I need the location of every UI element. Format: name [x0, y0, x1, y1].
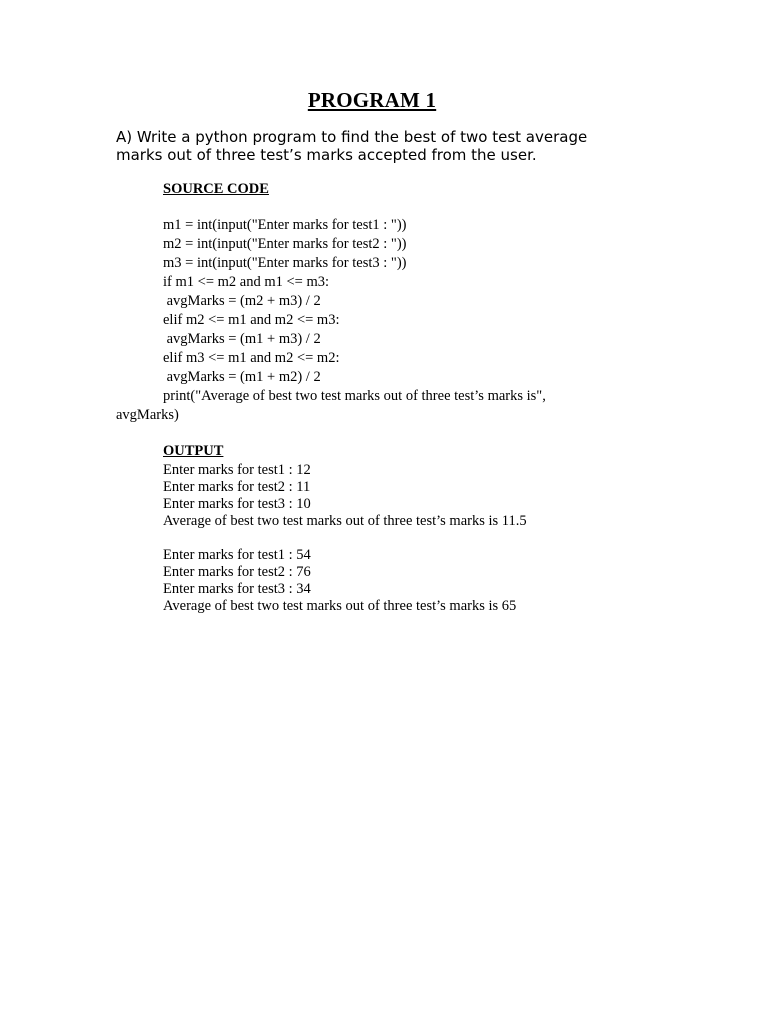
page-title: PROGRAM 1	[307, 88, 437, 112]
code-line: elif m3 <= m1 and m2 <= m2:	[163, 350, 340, 366]
output-line: Enter marks for test2 : 11	[163, 479, 311, 495]
source-code-heading: SOURCE CODE	[163, 181, 269, 197]
code-line: m3 = int(input("Enter marks for test3 : "))	[163, 255, 407, 271]
code-line: if m1 <= m2 and m1 <= m3:	[163, 274, 330, 290]
output-heading: OUTPUT	[163, 443, 224, 459]
output-line: Enter marks for test3 : 34	[163, 581, 311, 597]
code-line: avgMarks = (m1 + m2) / 2	[163, 369, 321, 385]
code-line: avgMarks = (m1 + m3) / 2	[163, 331, 321, 347]
question-text: A) Write a python program to find the best of two test average marks out of three test’s marks accepted from the user.	[116, 128, 588, 164]
source-code-block	[116, 216, 636, 425]
output-line: Enter marks for test3 : 10	[163, 496, 311, 512]
output-line: Enter marks for test1 : 12	[163, 462, 311, 478]
output-line: Enter marks for test2 : 76	[163, 564, 311, 580]
code-line: elif m2 <= m1 and m2 <= m3:	[163, 312, 340, 328]
output-line: Average of best two test marks out of three test’s marks is 65	[163, 598, 517, 614]
output-line: Average of best two test marks out of three test’s marks is 11.5	[163, 513, 527, 529]
output-run-2	[163, 547, 516, 615]
output-line: Enter marks for test1 : 54	[163, 547, 311, 563]
output-run-1	[163, 462, 527, 530]
code-line: m1 = int(input("Enter marks for test1 : "))	[163, 217, 407, 233]
code-line: avgMarks = (m2 + m3) / 2	[163, 293, 321, 309]
code-line: print("Average of best two test marks out of three test’s marks is",	[163, 388, 546, 404]
code-line: avgMarks)	[116, 407, 179, 423]
code-line: m2 = int(input("Enter marks for test2 : "))	[163, 236, 407, 252]
